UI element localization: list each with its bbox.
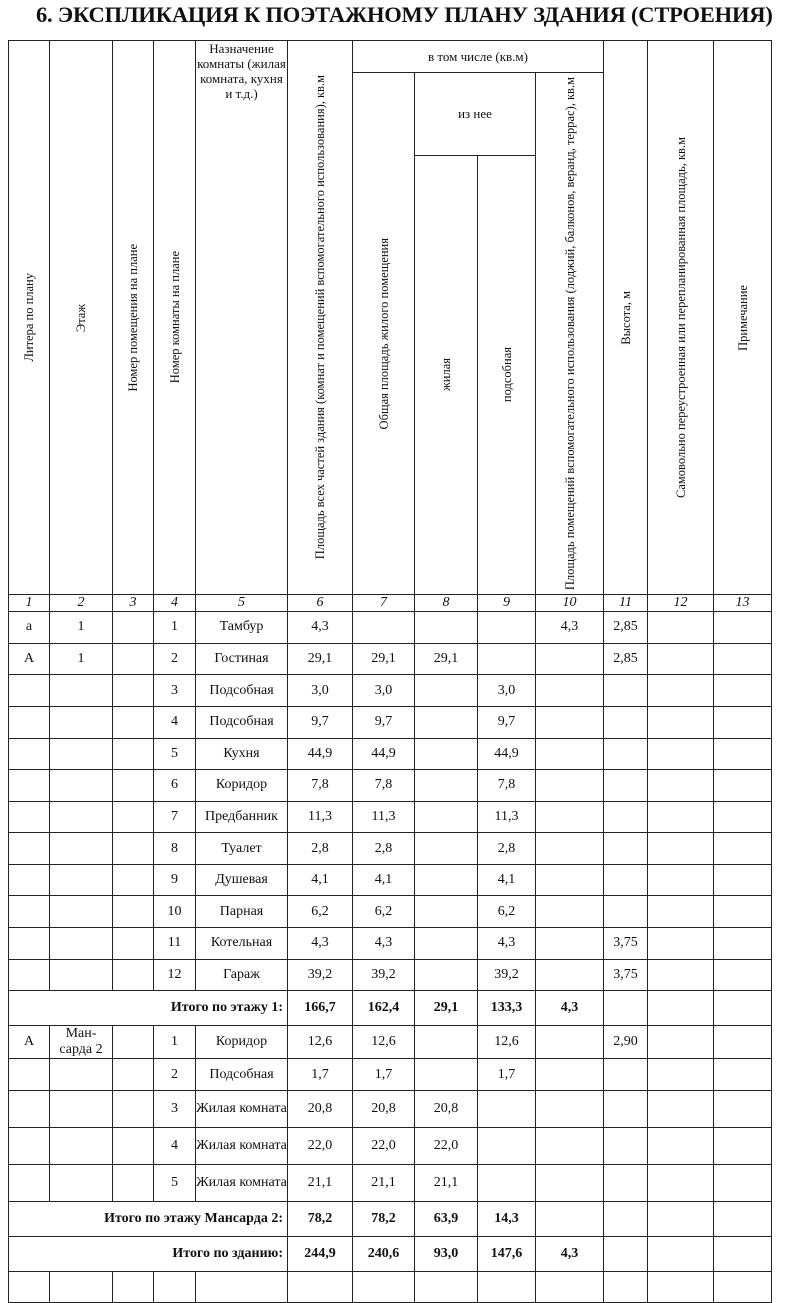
cell-litera bbox=[9, 675, 50, 707]
table-row bbox=[9, 959, 772, 991]
cell-num: 5 bbox=[154, 738, 196, 770]
cell-living: 29,1 bbox=[415, 643, 478, 675]
cell-name: Жилая комната bbox=[196, 1090, 288, 1127]
table-row bbox=[9, 612, 772, 644]
table-row bbox=[9, 801, 772, 833]
cell-area: 11,3 bbox=[288, 801, 353, 833]
cell-num: 1 bbox=[154, 1026, 196, 1059]
cell-note bbox=[714, 1026, 772, 1059]
cell-samo bbox=[648, 928, 714, 960]
cell-note bbox=[714, 959, 772, 991]
cell-total: 44,9 bbox=[353, 738, 415, 770]
total-label: Итого по этажу 1: bbox=[9, 991, 288, 1026]
cell-height bbox=[604, 833, 648, 865]
cell-total: 12,6 bbox=[353, 1026, 415, 1059]
cell-samo bbox=[648, 896, 714, 928]
table-row bbox=[9, 770, 772, 802]
cell-height bbox=[604, 738, 648, 770]
header-space-number: Номер комнаты на плане bbox=[154, 41, 196, 595]
header-note: Примечание bbox=[714, 41, 772, 595]
cell-litera bbox=[9, 770, 50, 802]
cell-pom bbox=[113, 1164, 154, 1201]
cell-vspom bbox=[536, 928, 604, 960]
cell-aux: 7,8 bbox=[478, 770, 536, 802]
cell-living: 21,1 bbox=[415, 1164, 478, 1201]
header-auxiliary-area: Площадь помещений вспомогательного использования (лоджий, балконов, веранд, террас), кв.м bbox=[536, 73, 604, 595]
cell-aux: 3,0 bbox=[478, 675, 536, 707]
cell-note bbox=[714, 928, 772, 960]
cell-name: Коридор bbox=[196, 770, 288, 802]
table-row bbox=[9, 896, 772, 928]
cell-num: 6 bbox=[154, 770, 196, 802]
header-purpose: Назначение комнаты (жилая комната, кухня и т.д.) bbox=[196, 41, 288, 595]
cell-area: 9,7 bbox=[288, 706, 353, 738]
cell-num: 5 bbox=[154, 1164, 196, 1201]
cell-living bbox=[415, 833, 478, 865]
cell-vspom bbox=[536, 706, 604, 738]
building-total-row: Итого по зданию: 244,9 240,6 93,0 147,6 4,3 bbox=[9, 1236, 772, 1271]
cell-litera bbox=[9, 959, 50, 991]
header-unauthorized: Самовольно переустроенная или перепланированная площадь, кв.м bbox=[648, 41, 714, 595]
cell-height bbox=[604, 1164, 648, 1201]
cell-litera bbox=[9, 738, 50, 770]
cell-living: 20,8 bbox=[415, 1090, 478, 1127]
cell-area: 7,8 bbox=[288, 770, 353, 802]
cell-total: 39,2 bbox=[353, 959, 415, 991]
cell-area: 6,2 bbox=[288, 896, 353, 928]
cell-name: Жилая комната bbox=[196, 1164, 288, 1201]
table-row bbox=[9, 1164, 772, 1201]
cell-name: Предбанник bbox=[196, 801, 288, 833]
cell-total: 9,7 bbox=[353, 706, 415, 738]
cell-etazh: 1 bbox=[50, 643, 113, 675]
cell-height bbox=[604, 801, 648, 833]
cell-vspom bbox=[536, 959, 604, 991]
cell-vspom bbox=[536, 770, 604, 802]
explication-table bbox=[8, 40, 772, 1303]
cell-aux bbox=[478, 612, 536, 644]
cell-note bbox=[714, 833, 772, 865]
cell-height bbox=[604, 1090, 648, 1127]
cell-aux: 4,1 bbox=[478, 864, 536, 896]
total-label: Итого по этажу Мансарда 2: bbox=[9, 1201, 288, 1236]
cell-litera: а bbox=[9, 612, 50, 644]
cell-aux: 2,8 bbox=[478, 833, 536, 865]
table-row bbox=[9, 1090, 772, 1127]
cell-etazh bbox=[50, 896, 113, 928]
cell-pom bbox=[113, 1059, 154, 1091]
table-row bbox=[9, 675, 772, 707]
cell-total: 20,8 bbox=[353, 1090, 415, 1127]
cell-total: 3,0 bbox=[353, 675, 415, 707]
table-row bbox=[9, 928, 772, 960]
cell-name: Коридор bbox=[196, 1026, 288, 1059]
cell-pom bbox=[113, 1090, 154, 1127]
cell-living bbox=[415, 928, 478, 960]
cell-aux: 6,2 bbox=[478, 896, 536, 928]
cell-samo bbox=[648, 801, 714, 833]
table-row bbox=[9, 1059, 772, 1091]
cell-total: 1,7 bbox=[353, 1059, 415, 1091]
cell-area: 4,3 bbox=[288, 928, 353, 960]
cell-num: 4 bbox=[154, 1127, 196, 1164]
cell-name: Кухня bbox=[196, 738, 288, 770]
cell-vspom bbox=[536, 1026, 604, 1059]
cell-aux: 1,7 bbox=[478, 1059, 536, 1091]
table-row bbox=[9, 864, 772, 896]
table-row bbox=[9, 643, 772, 675]
cell-vspom: 4,3 bbox=[536, 612, 604, 644]
cell-area: 39,2 bbox=[288, 959, 353, 991]
table-row bbox=[9, 706, 772, 738]
cell-living bbox=[415, 896, 478, 928]
cell-samo bbox=[648, 864, 714, 896]
header-total-area: Площадь всех частей здания (комнат и помещений вспомогательного использования), кв.м bbox=[288, 41, 353, 595]
cell-etazh: 1 bbox=[50, 612, 113, 644]
table-row bbox=[9, 833, 772, 865]
cell-pom bbox=[113, 928, 154, 960]
cell-litera bbox=[9, 864, 50, 896]
cell-name: Гостиная bbox=[196, 643, 288, 675]
cell-aux: 4,3 bbox=[478, 928, 536, 960]
cell-height bbox=[604, 770, 648, 802]
header-room-number: Номер помещения на плане bbox=[113, 41, 154, 595]
cell-litera: А bbox=[9, 1026, 50, 1059]
cell-num: 3 bbox=[154, 675, 196, 707]
cell-total bbox=[353, 612, 415, 644]
cell-vspom bbox=[536, 896, 604, 928]
cell-aux bbox=[478, 1090, 536, 1127]
cell-note bbox=[714, 864, 772, 896]
cell-vspom bbox=[536, 1164, 604, 1201]
cell-note bbox=[714, 612, 772, 644]
cell-pom bbox=[113, 706, 154, 738]
cell-living: 22,0 bbox=[415, 1127, 478, 1164]
cell-pom bbox=[113, 833, 154, 865]
cell-litera bbox=[9, 801, 50, 833]
cell-aux bbox=[478, 1127, 536, 1164]
cell-name: Подсобная bbox=[196, 675, 288, 707]
cell-samo bbox=[648, 675, 714, 707]
cell-name: Туалет bbox=[196, 833, 288, 865]
cell-samo bbox=[648, 1127, 714, 1164]
cell-litera bbox=[9, 1090, 50, 1127]
cell-total: 2,8 bbox=[353, 833, 415, 865]
cell-num: 11 bbox=[154, 928, 196, 960]
cell-vspom bbox=[536, 833, 604, 865]
cell-name: Подсобная bbox=[196, 706, 288, 738]
cell-living bbox=[415, 1026, 478, 1059]
cell-living bbox=[415, 1059, 478, 1091]
cell-name: Жилая комната bbox=[196, 1127, 288, 1164]
cell-living bbox=[415, 864, 478, 896]
cell-note bbox=[714, 1090, 772, 1127]
cell-total: 29,1 bbox=[353, 643, 415, 675]
cell-etazh bbox=[50, 1164, 113, 1201]
cell-etazh bbox=[50, 738, 113, 770]
cell-total: 7,8 bbox=[353, 770, 415, 802]
cell-samo bbox=[648, 1026, 714, 1059]
cell-num: 7 bbox=[154, 801, 196, 833]
cell-pom bbox=[113, 643, 154, 675]
cell-area: 12,6 bbox=[288, 1026, 353, 1059]
cell-litera bbox=[9, 706, 50, 738]
cell-note bbox=[714, 706, 772, 738]
cell-pom bbox=[113, 612, 154, 644]
cell-etazh bbox=[50, 864, 113, 896]
cell-height: 2,90 bbox=[604, 1026, 648, 1059]
cell-aux: 39,2 bbox=[478, 959, 536, 991]
cell-vspom bbox=[536, 864, 604, 896]
cell-area: 2,8 bbox=[288, 833, 353, 865]
total-label: Итого по зданию: bbox=[9, 1236, 288, 1271]
floor1-total-row: Итого по этажу 1: 166,7 162,4 29,1 133,3 4,3 bbox=[9, 991, 772, 1026]
cell-height bbox=[604, 706, 648, 738]
cell-area: 22,0 bbox=[288, 1127, 353, 1164]
cell-num: 9 bbox=[154, 864, 196, 896]
cell-aux: 44,9 bbox=[478, 738, 536, 770]
cell-etazh bbox=[50, 833, 113, 865]
cell-litera bbox=[9, 833, 50, 865]
cell-etazh bbox=[50, 1090, 113, 1127]
cell-aux: 11,3 bbox=[478, 801, 536, 833]
header-height: Высота, м bbox=[604, 41, 648, 595]
cell-samo bbox=[648, 1164, 714, 1201]
cell-samo bbox=[648, 833, 714, 865]
cell-vspom bbox=[536, 1059, 604, 1091]
cell-area: 20,8 bbox=[288, 1090, 353, 1127]
cell-num: 1 bbox=[154, 612, 196, 644]
cell-height bbox=[604, 864, 648, 896]
cell-height: 2,85 bbox=[604, 612, 648, 644]
cell-height: 3,75 bbox=[604, 959, 648, 991]
cell-etazh bbox=[50, 959, 113, 991]
cell-living bbox=[415, 738, 478, 770]
header-utility: подсобная bbox=[478, 155, 536, 594]
cell-pom bbox=[113, 738, 154, 770]
cell-living bbox=[415, 959, 478, 991]
cell-area: 4,1 bbox=[288, 864, 353, 896]
cell-living bbox=[415, 612, 478, 644]
cell-height: 3,75 bbox=[604, 928, 648, 960]
table-row bbox=[9, 1127, 772, 1164]
header-etazh: Этаж bbox=[50, 41, 113, 595]
header-living: жилая bbox=[415, 155, 478, 594]
cell-total: 21,1 bbox=[353, 1164, 415, 1201]
cell-pom bbox=[113, 675, 154, 707]
cell-vspom bbox=[536, 643, 604, 675]
cell-note bbox=[714, 675, 772, 707]
floor2-total-row: Итого по этажу Мансарда 2: 78,2 78,2 63,9 14,3 bbox=[9, 1201, 772, 1236]
cell-pom bbox=[113, 864, 154, 896]
document-title: 6. ЭКСПЛИКАЦИЯ К ПОЭТАЖНОМУ ПЛАНУ ЗДАНИЯ (СТРОЕНИЯ) bbox=[36, 2, 773, 27]
cell-name: Парная bbox=[196, 896, 288, 928]
cell-living bbox=[415, 675, 478, 707]
table-body bbox=[9, 612, 772, 1303]
cell-total: 22,0 bbox=[353, 1127, 415, 1164]
cell-note bbox=[714, 896, 772, 928]
cell-note bbox=[714, 1164, 772, 1201]
cell-etazh bbox=[50, 1059, 113, 1091]
cell-vspom bbox=[536, 1127, 604, 1164]
cell-height bbox=[604, 675, 648, 707]
cell-pom bbox=[113, 1026, 154, 1059]
cell-pom bbox=[113, 1127, 154, 1164]
cell-note bbox=[714, 770, 772, 802]
header-including: в том числе (кв.м) bbox=[353, 41, 604, 73]
cell-note bbox=[714, 738, 772, 770]
cell-vspom bbox=[536, 1090, 604, 1127]
cell-vspom bbox=[536, 675, 604, 707]
cell-vspom bbox=[536, 738, 604, 770]
cell-etazh bbox=[50, 675, 113, 707]
cell-etazh bbox=[50, 770, 113, 802]
cell-living bbox=[415, 801, 478, 833]
header-general-living-area: Общая площадь жилого помещения bbox=[353, 73, 415, 595]
cell-num: 8 bbox=[154, 833, 196, 865]
cell-area: 3,0 bbox=[288, 675, 353, 707]
column-numbers-row: 1 2 3 4 5 6 7 8 9 10 11 12 13 bbox=[9, 595, 772, 612]
cell-pom bbox=[113, 959, 154, 991]
cell-vspom bbox=[536, 801, 604, 833]
cell-etazh bbox=[50, 801, 113, 833]
cell-name: Тамбур bbox=[196, 612, 288, 644]
cell-num: 2 bbox=[154, 1059, 196, 1091]
table-header bbox=[9, 41, 772, 612]
cell-litera bbox=[9, 1059, 50, 1091]
cell-height bbox=[604, 896, 648, 928]
cell-area: 4,3 bbox=[288, 612, 353, 644]
cell-samo bbox=[648, 612, 714, 644]
cell-litera: А bbox=[9, 643, 50, 675]
cell-height: 2,85 bbox=[604, 643, 648, 675]
cell-etazh bbox=[50, 1127, 113, 1164]
cell-aux: 9,7 bbox=[478, 706, 536, 738]
cell-num: 12 bbox=[154, 959, 196, 991]
cell-samo bbox=[648, 1090, 714, 1127]
cell-name: Гараж bbox=[196, 959, 288, 991]
cell-litera bbox=[9, 928, 50, 960]
empty-row bbox=[9, 1271, 772, 1302]
cell-aux bbox=[478, 1164, 536, 1201]
cell-total: 11,3 bbox=[353, 801, 415, 833]
cell-samo bbox=[648, 643, 714, 675]
cell-pom bbox=[113, 896, 154, 928]
cell-etazh bbox=[50, 928, 113, 960]
cell-height bbox=[604, 1059, 648, 1091]
cell-name: Котельная bbox=[196, 928, 288, 960]
cell-litera bbox=[9, 1127, 50, 1164]
cell-num: 10 bbox=[154, 896, 196, 928]
cell-num: 4 bbox=[154, 706, 196, 738]
cell-aux bbox=[478, 643, 536, 675]
cell-num: 3 bbox=[154, 1090, 196, 1127]
cell-litera bbox=[9, 896, 50, 928]
cell-samo bbox=[648, 770, 714, 802]
cell-note bbox=[714, 801, 772, 833]
cell-area: 1,7 bbox=[288, 1059, 353, 1091]
cell-etazh: Ман-сарда 2 bbox=[50, 1026, 113, 1059]
cell-samo bbox=[648, 1059, 714, 1091]
table-row bbox=[9, 738, 772, 770]
cell-num: 2 bbox=[154, 643, 196, 675]
table-row bbox=[9, 1026, 772, 1059]
header-of-which: из нее bbox=[415, 73, 536, 156]
cell-total: 4,1 bbox=[353, 864, 415, 896]
cell-area: 29,1 bbox=[288, 643, 353, 675]
cell-samo bbox=[648, 959, 714, 991]
cell-total: 6,2 bbox=[353, 896, 415, 928]
cell-note bbox=[714, 643, 772, 675]
cell-living bbox=[415, 770, 478, 802]
cell-living bbox=[415, 706, 478, 738]
cell-etazh bbox=[50, 706, 113, 738]
cell-name: Подсобная bbox=[196, 1059, 288, 1091]
cell-samo bbox=[648, 706, 714, 738]
cell-name: Душевая bbox=[196, 864, 288, 896]
cell-area: 21,1 bbox=[288, 1164, 353, 1201]
cell-aux: 12,6 bbox=[478, 1026, 536, 1059]
cell-note bbox=[714, 1059, 772, 1091]
cell-samo bbox=[648, 738, 714, 770]
cell-note bbox=[714, 1127, 772, 1164]
cell-litera bbox=[9, 1164, 50, 1201]
cell-height bbox=[604, 1127, 648, 1164]
cell-total: 4,3 bbox=[353, 928, 415, 960]
header-litera: Литера по плану bbox=[9, 41, 50, 595]
cell-area: 44,9 bbox=[288, 738, 353, 770]
cell-pom bbox=[113, 801, 154, 833]
cell-pom bbox=[113, 770, 154, 802]
